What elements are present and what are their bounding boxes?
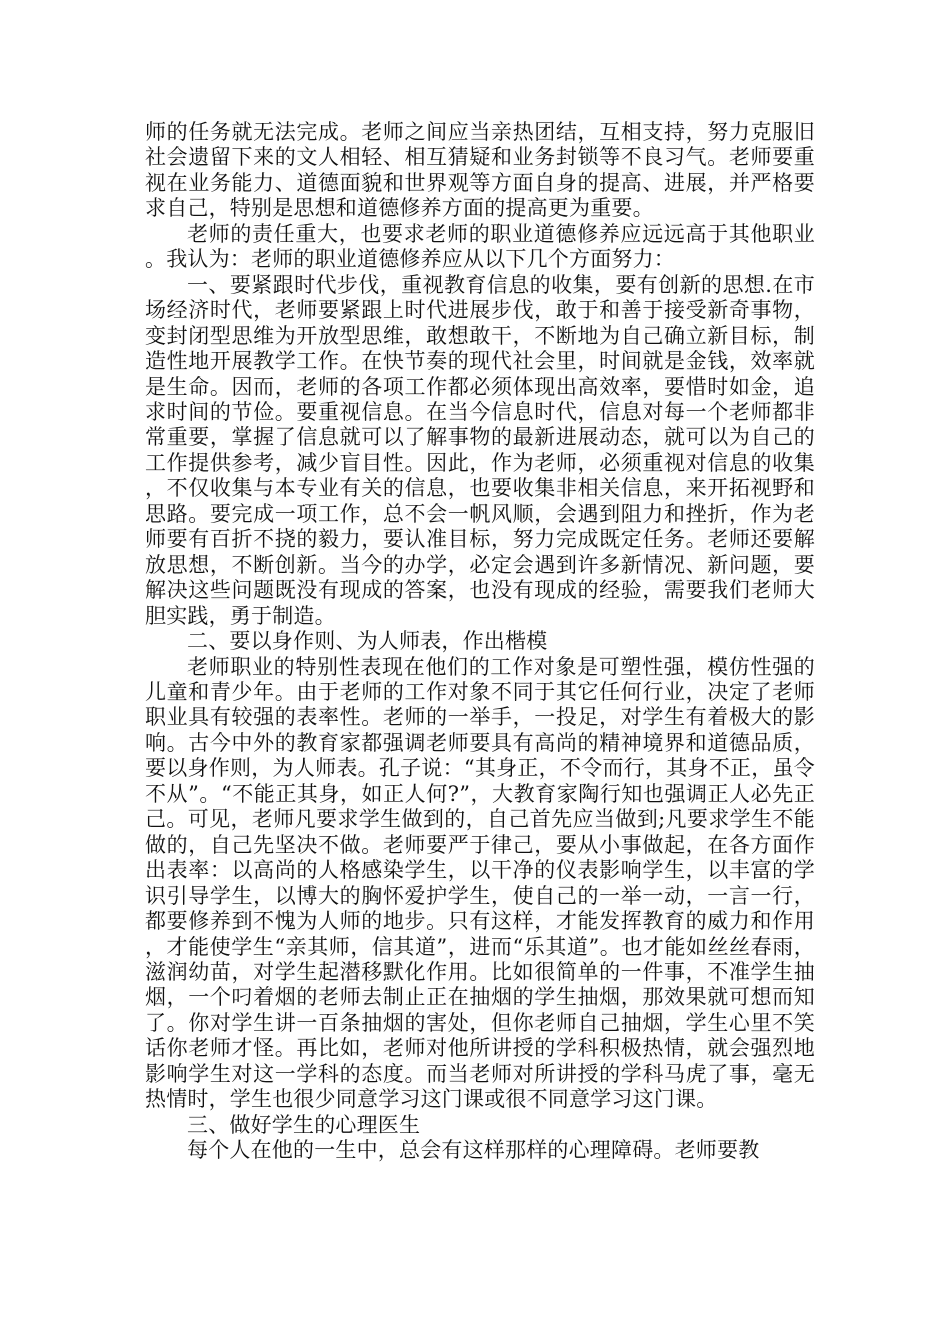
section-two-heading: 二、要以身作则、为人师表，作出楷模 — [187, 629, 548, 654]
document-body — [145, 120, 815, 1164]
paragraph-section-two: 老师职业的特别性表现在他们的工作对象是可塑性强，模仿性强的儿童和青少年。由于老师的工作对象不同于其它任何行业，决定了老师职业具有较强的表率性。老师的一举手，一投足，对学生有着极大的影响。古今中外的教育家都强调老师要具有高尚的精神境界和道德品质，要以身作则，为人师表。孔子说：“其身正，不令而行，其身不正，虽令不从”。“不能正其身，如正人何?”，大教育家陶行知也强调正人必先正己。可见，老师凡要求学生做到的，自己首先应当做到;凡要求学生不能做的，自己先坚决不做。老师要严于律己，要从小事做起，在各方面作出表率：以高尚的人格感染学生，以干净的仪表影响学生，以丰富的学识引导学生，以博大的胸怀爱护学生，使自己的一举一动，一言一行，都要修养到不愧为人师的地步。只有这样，才能发挥教育的威力和作用，才能使学生“亲其师，信其道”，进而“乐其道”。也才能如丝丝春雨，滋润幼苗，对学生起潜移默化作用。比如很简单的一件事，不准学生抽烟，一个叼着烟的老师去制止正在抽烟的学生抽烟，那效果就可想而知了。你对学生讲一百条抽烟的害处，但你老师自己抽烟，学生心里不笑话你老师才怪。再比如，老师对他所讲授的学科积极热情，就会强烈地影响学生对这一学科的态度。而当老师对所讲授的学科马虎了事，毫无热情时，学生也很少同意学习这门课或很不同意学习这门课。 — [145, 654, 815, 1112]
section-three-heading: 三、做好学生的心理医生 — [187, 1112, 421, 1137]
paragraph-teacher-responsibility: 老师的责任重大，也要求老师的职业道德修养应远远高于其他职业。我认为：老师的职业道德修养应从以下几个方面努力： — [145, 221, 815, 272]
paragraph-section-three: 每个人在他的一生中，总会有这样那样的心理障碍。老师要教 — [187, 1138, 760, 1163]
paragraph-section-one: 一、要紧跟时代步伐，重视教育信息的收集，要有创新的思想.在市场经济时代，老师要紧跟上时代进展步伐，敢于和善于接受新奇事物，变封闭型思维为开放型思维，敢想敢干，不断地为自己确立新目标，制造性地开展教学工作。在快节奏的现代社会里，时间就是金钱，效率就是生命。因而，老师的各项工作都必须体现出高效率，要惜时如金，追求时间的节俭。要重视信息。在当今信息时代，信息对每一个老师都非常重要，掌握了信息就可以了解事物的最新进展动态，就可以为自己的工作提供参考，减少盲目性。因此，作为老师，必须重视对信息的收集，不仅收集与本专业有关的信息，也要收集非相关信息，来开拓视野和思路。要完成一项工作，总不会一帆风顺，会遇到阻力和挫折，作为老师要有百折不挠的毅力，要认准目标，努力完成既定任务。老师还要解放思想，不断创新。当今的办学，必定会遇到许多新情况、新问题，要解决这些问题既没有现成的答案，也没有现成的经验，需要我们老师大胆实践，勇于制造。 — [145, 272, 815, 628]
paragraph-continuation: 师的任务就无法完成。老师之间应当亲热团结，互相支持，努力克服旧社会遗留下来的文人相轻、相互猜疑和业务封锁等不良习气。老师要重视在业务能力、道德面貌和世界观等方面自身的提高、进展，并严格要求自己，特别是思想和道德修养方面的提高更为重要。 — [145, 120, 815, 221]
